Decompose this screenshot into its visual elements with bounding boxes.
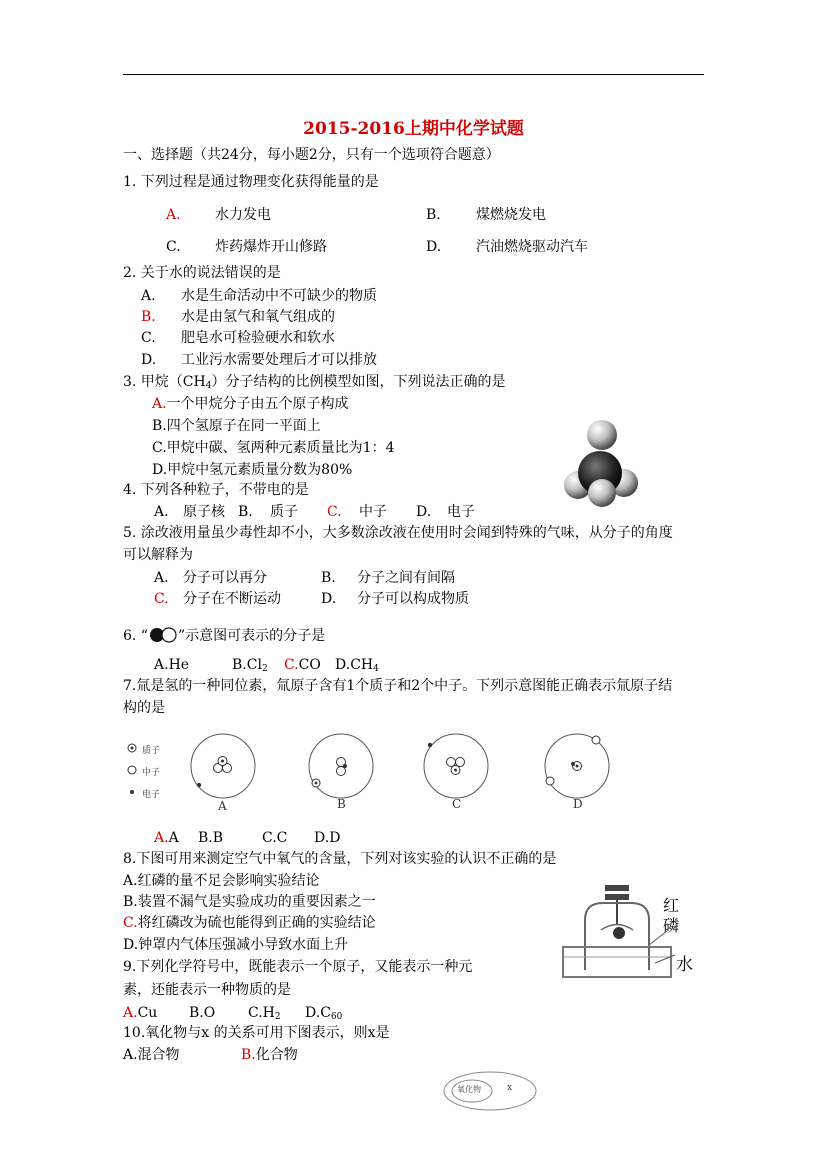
q1-option-a-letter: A. — [166, 207, 181, 223]
q4-option-a-text: 原子核 — [183, 504, 225, 520]
q8-option-a-text: 红磷的量不足会影响实验结论 — [137, 873, 320, 889]
proton-legend-icon — [128, 744, 136, 752]
q7-option-c-text: C — [276, 830, 288, 846]
q2-option-a-letter: A. — [141, 288, 156, 304]
q5-option-a-text: 分子可以再分 — [183, 570, 267, 586]
q1-option-d-text: 汽油燃烧驱动汽车 — [476, 239, 588, 255]
q8-option-c-letter: C. — [123, 915, 138, 931]
q10-option-a-text: 混合物 — [137, 1047, 180, 1063]
q7-option-d-letter: D. — [314, 830, 330, 846]
q9-stem-line1: 9.下列化学符号中，既能表示一个原子，又能表示一种元 — [123, 959, 473, 975]
q9-option-b — [189, 1004, 215, 1022]
q1-option-c-text: 炸药爆炸开山修路 — [215, 239, 327, 255]
q9-option-c — [248, 1004, 281, 1026]
q2-option-a-text: 水是生命活动中不可缺少的物质 — [181, 288, 377, 304]
q8-option-d-text: 钟罩内气体压强减小导致水面上升 — [138, 937, 349, 953]
q3-option-c — [152, 439, 395, 457]
q5-option-d-text: 分子可以构成物质 — [357, 591, 469, 607]
q7-option-c-letter: C. — [262, 830, 277, 846]
diagram-d-label: D — [573, 797, 583, 811]
diagram-a — [191, 734, 255, 798]
q7-option-b-letter: B. — [198, 830, 213, 846]
q8-option-c-text: 将红磷改为硫也能得到正确的实验结论 — [137, 915, 376, 931]
q9-option-c-letter: C. — [248, 1005, 263, 1021]
q8-stem: 8.下图可用来测定空气中氧气的含量，下列对该实验的认识不正确的是 — [123, 851, 557, 867]
q3-option-d-letter: D. — [152, 462, 168, 478]
q3-option-c-text: 甲烷中碳、氢两种元素质量比为1：4 — [166, 440, 395, 456]
q10-option-a-letter: A. — [123, 1047, 138, 1063]
x-label: x — [507, 1083, 513, 1093]
q6-option-b-sub: 2 — [261, 664, 268, 674]
hydrogen-atom-front — [588, 479, 616, 507]
q6-option-a-text: He — [168, 657, 190, 673]
q6-option-b-text: Cl — [246, 657, 262, 673]
bell-jar-apparatus-figure — [545, 875, 705, 995]
q2-option-b-text: 水是由氢气和氧气组成的 — [181, 309, 335, 325]
q7-option-a — [154, 829, 179, 847]
q7-stem-line2: 构的是 — [123, 700, 165, 716]
q7-option-b-text: B — [212, 830, 224, 846]
q3-option-c-letter: C. — [152, 440, 167, 456]
atom-legend-symbols — [126, 742, 138, 802]
q4-option-d-letter: D. — [416, 504, 432, 520]
q1-option-d-letter: D. — [426, 239, 442, 255]
q9-option-a — [123, 1004, 157, 1022]
q6-option-c — [284, 656, 321, 674]
q4-option-d-text: 电子 — [447, 504, 475, 520]
q7-option-a-letter: A. — [154, 830, 169, 846]
q5-stem-line2: 可以解释为 — [123, 547, 193, 563]
red-phosphorus-label: 红磷 — [663, 896, 680, 935]
q1-option-a-text: 水力发电 — [215, 207, 271, 223]
q5-option-c-text: 分子在不断运动 — [183, 591, 281, 607]
q10-stem: 10.氧化物与x 的关系可用下图表示，则x是 — [123, 1025, 390, 1041]
q10-option-b — [241, 1046, 298, 1064]
q10-option-b-letter: B. — [241, 1047, 256, 1063]
q2-stem: 2. 关于水的说法错误的是 — [123, 265, 281, 281]
q8-option-d — [123, 936, 348, 954]
q7-option-b — [198, 829, 223, 847]
diatomic-molecule-icon — [148, 627, 178, 643]
diagram-c — [424, 734, 488, 798]
diagram-b — [309, 734, 373, 798]
neutron-legend-icon — [128, 766, 136, 774]
electron-legend-icon — [130, 790, 134, 794]
q6-option-a-letter: A. — [154, 657, 169, 673]
q3-option-a — [152, 395, 349, 413]
q3-option-d-text: 甲烷中氢元素质量分数为80% — [167, 462, 353, 478]
q2-option-d-letter: D. — [141, 352, 157, 368]
q5-option-a-letter: A. — [154, 570, 169, 586]
q3-option-b-letter: B. — [152, 418, 167, 434]
q6-stem-part2: ”示意图可表示的分子是 — [177, 628, 326, 644]
q3-stem — [123, 373, 505, 395]
q5-option-d-letter: D. — [321, 591, 337, 607]
q3-option-d — [152, 461, 352, 479]
legend-neutron-label: 中子 — [142, 768, 161, 778]
q1-option-b-text: 煤燃烧发电 — [476, 207, 546, 223]
q9-option-d — [305, 1004, 342, 1026]
q6-option-c-text: CO — [298, 657, 321, 673]
q9-option-b-text: O — [203, 1005, 216, 1021]
q3-option-a-letter: A. — [152, 396, 167, 412]
q4-option-c-letter: C. — [327, 504, 342, 520]
q3-stem-subscript: 4 — [205, 381, 212, 391]
q9-option-d-text: C — [320, 1005, 331, 1021]
water-label: 水 — [676, 955, 693, 975]
q7-stem-line1: 7.氚是氢的一种同位素，氚原子含有1个质子和2个中子。下列示意图能正确表示氚原子结 — [123, 678, 673, 694]
q2-option-b-letter: B. — [141, 309, 156, 325]
q5-option-b-letter: B. — [321, 570, 336, 586]
q3-option-b-text: 四个氢原子在同一平面上 — [166, 418, 321, 434]
q8-option-b-letter: B. — [123, 894, 138, 910]
q2-option-c-text: 肥皂水可检验硬水和软水 — [181, 330, 335, 346]
methane-model-figure — [560, 415, 640, 510]
oxide-label: 氧化物 — [457, 1085, 481, 1094]
header-rule — [123, 74, 704, 75]
q9-option-c-text: H — [262, 1005, 275, 1021]
q8-option-d-letter: D. — [123, 937, 139, 953]
hydrogen-atom-top — [587, 420, 617, 450]
legend-electron-label: 电子 — [142, 790, 161, 800]
q8-option-b — [123, 893, 376, 911]
q8-option-a-letter: A. — [123, 873, 138, 889]
q10-option-a — [123, 1046, 180, 1064]
q1-option-b-letter: B. — [426, 207, 441, 223]
q5-option-c-letter: C. — [154, 591, 169, 607]
diagram-a-label: A — [218, 799, 227, 813]
q6-option-d-sub: 4 — [373, 664, 379, 674]
q9-option-a-letter: A. — [123, 1005, 138, 1021]
q3-option-b — [152, 417, 321, 435]
q9-stem-line2: 素，还能表示一种物质的是 — [123, 982, 291, 998]
diagram-c-label: C — [452, 797, 462, 811]
q4-stem: 4. 下列各种粒子，不带电的是 — [123, 482, 309, 498]
diagram-d — [545, 734, 609, 798]
q7-option-a-text: A — [168, 830, 179, 846]
section-heading: 一、选择题（共24分，每小题2分，只有一个选项符合题意） — [123, 147, 500, 163]
q2-option-c-letter: C. — [141, 330, 156, 346]
page-title: 2015-2016上期中化学试题 — [303, 119, 524, 139]
q4-option-b-text: 质子 — [270, 504, 298, 520]
q2-option-d-text: 工业污水需要处理后才可以排放 — [181, 352, 377, 368]
q6-option-d-text: CH — [350, 657, 374, 673]
tritium-atom-diagrams — [185, 728, 615, 812]
q4-option-b-letter: B. — [238, 504, 253, 520]
q8-option-b-text: 装置不漏气是实验成功的重要因素之一 — [137, 894, 376, 910]
q8-option-a — [123, 872, 320, 890]
diagram-b-label: B — [337, 797, 346, 811]
q1-option-c-letter: C. — [166, 239, 181, 255]
q7-option-d — [314, 829, 340, 847]
q9-option-c-sub: 2 — [274, 1012, 281, 1022]
q9-option-d-sub: 60 — [330, 1012, 343, 1022]
q6-stem-part1: 6. “ — [123, 628, 148, 644]
q8-option-c — [123, 914, 376, 932]
q3-option-a-text: 一个甲烷分子由五个原子构成 — [166, 396, 349, 412]
q1-stem: 1. 下列过程是通过物理变化获得能量的是 — [123, 174, 379, 190]
q6-option-a — [154, 656, 189, 674]
q9-option-d-letter: D. — [305, 1005, 321, 1021]
q6-stem — [123, 627, 325, 645]
q10-option-b-text: 化合物 — [255, 1047, 298, 1063]
q5-stem-line1: 5. 涂改液用量虽少毒性却不小，大多数涂改液在使用时会闻到特殊的气味，从分子的角度 — [123, 525, 673, 541]
q7-option-d-text: D — [329, 830, 341, 846]
legend-proton-label: 质子 — [142, 746, 161, 756]
q6-option-d — [335, 656, 379, 678]
q5-option-b-text: 分子之间有间隔 — [357, 570, 455, 586]
q4-option-c-text: 中子 — [359, 504, 387, 520]
q6-option-b-letter: B. — [232, 657, 247, 673]
q6-option-d-letter: D. — [335, 657, 351, 673]
q3-stem-part2: ）分子结构的比例模型如图，下列说法正确的是 — [211, 374, 506, 390]
q7-option-c — [262, 829, 287, 847]
oxide-set-diagram — [440, 1068, 540, 1114]
q3-stem-part1: 3. 甲烷（CH — [123, 374, 206, 390]
q4-option-a-letter: A. — [154, 504, 169, 520]
q6-option-c-letter: C. — [284, 657, 299, 673]
q9-option-b-letter: B. — [189, 1005, 204, 1021]
q6-option-b — [232, 656, 268, 678]
q9-option-a-text: Cu — [137, 1005, 158, 1021]
